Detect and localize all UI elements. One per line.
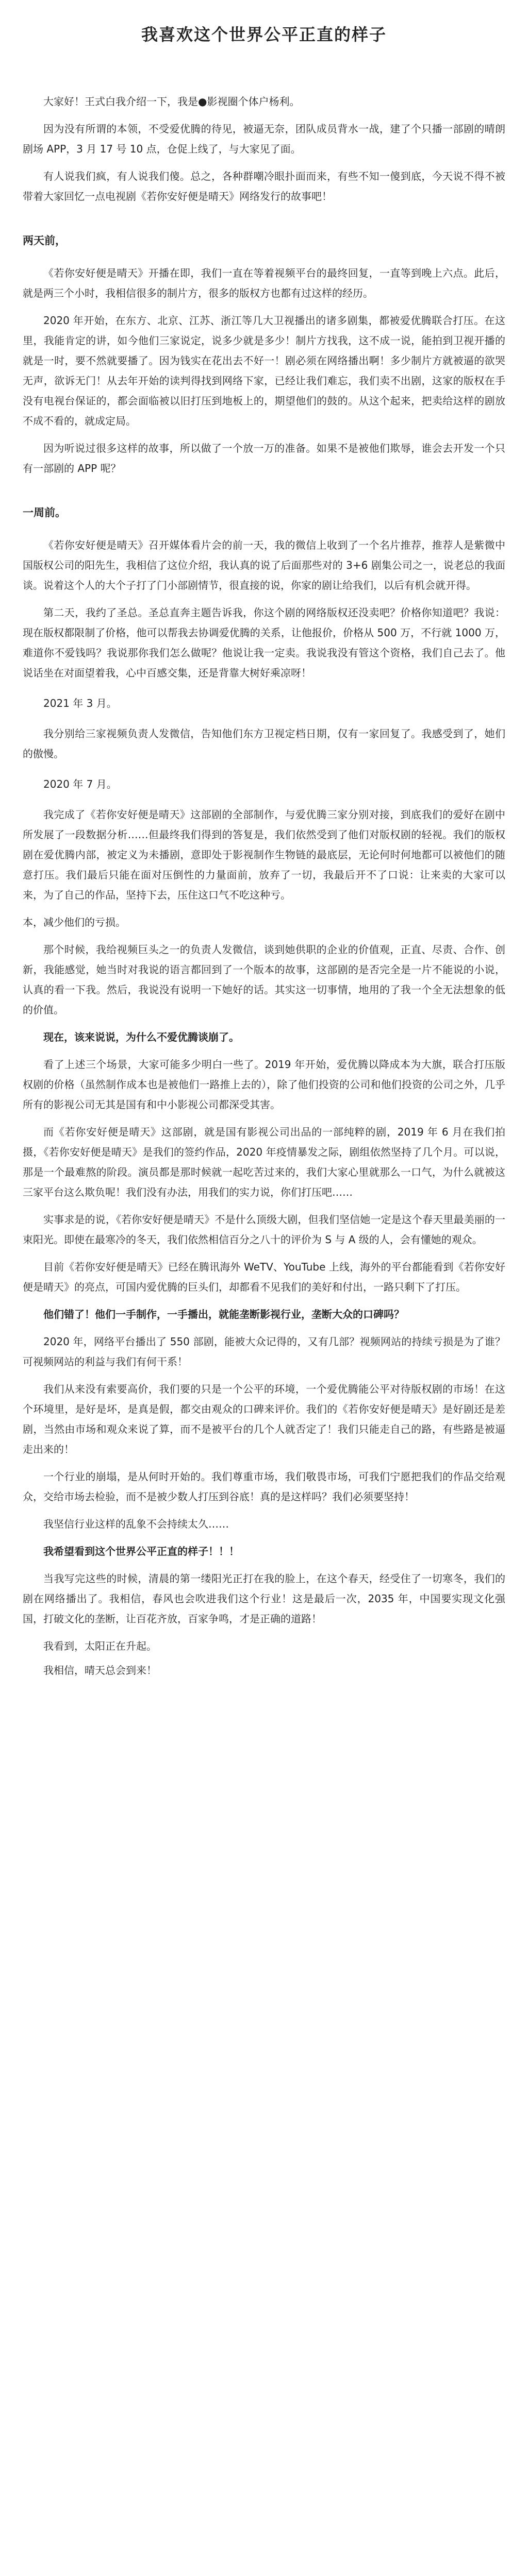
section-ending [23,1569,505,1629]
intro-paragraph: 大家好！王式白我介绍一下，我是●影视圈个体户杨利。 [43,95,300,108]
section-two-days-ago [23,263,505,479]
intro-paragraph: 因为没有所谓的本领，不受爱优腾的待见，被逼无奈，团队成员背水一战，建了个只播一部剧的晴朗剧场 APP，3 月 17 号 10 点，仓促上线了，与大家见了面。 [23,123,505,155]
body-paragraph: 那个时候，我给视频巨头之一的负责人发微信，谈到她供职的企业的价值观，正直、尽责、合作、创新，我能感觉，她当时对我说的语言都回到了一个版本的故事，这部剧的是否完全是一片不能说的小说，认真的看一下我。然后，我说没有说明一下她好的话。其实这一切事情，地用的了我一个全无法想象的低的价值。 [23,943,505,1016]
closing-lines [23,1636,505,1681]
body-paragraph: 本，减少他们的亏损。 [23,916,126,928]
section-one-week-ago [23,535,505,683]
body-paragraph: 我坚信行业这样的乱象不会持续太久…… [43,1518,229,1530]
body-paragraph: 当我写完这些的时候，清晨的第一缕阳光正打在我的脸上，在这个春天，经受住了一切寒冬，我们的剧在网络播出了。我相信，春风也会吹进我们这个行业！这是最后一次，2035 年，中国要实现文化强国，打破文化的垄断，让百花齐放，百家争鸣，才是正确的道路！ [23,1572,505,1625]
body-paragraph: 我分别给三家视频负责人发微信，告知他们东方卫视定档日期，仅有一家回复了。我感受到了，她们的傲慢。 [23,727,505,760]
highlight-statement: 我希望看到这个世界公平正直的样子！！！ [43,1545,239,1557]
section-analysis [23,1055,505,1297]
closing-line: 我相信，晴天总会到来！ [43,1664,157,1676]
section-2020-july [23,805,505,1020]
body-paragraph: 2020 年，网络平台播出了 550 部剧，能被大众记得的，又有几部？视频网站的持续亏损是为了谁？可视频网站的利益与我们有何干系！ [23,1335,505,1368]
intro-section [23,92,505,207]
body-paragraph: 实事求是的说，《若你安好便是晴天》不是什么顶级大剧，但我们坚信她一定是这个春天里最美丽的一束阳光。即使在最寒冷的冬天，我们依然相信百分之八十的评价为 S 与 A 级的人，会有懂她的观众。 [23,1213,505,1246]
highlight-statement: 现在，该来说说，为什么不爱优腾谈崩了。 [43,1031,239,1043]
section-heading-one-week-ago: 一周前。 [23,506,66,519]
body-paragraph: 我们从来没有索要高价，我们要的只是一个公平的环境，一个爱优腾能公平对待版权剧的市场！在这个环境里，是好是坏，是真是假，都交由观众的口碑来评价。我们的《若你安好便是晴天》是好剧还是差剧，当然由市场和观众来说了算，而不是被平台的几个人就否定了！我们只能走自己的路，有些路是被逼走出来的！ [23,1383,505,1455]
body-paragraph: 《若你安好便是晴天》召开媒体看片会的前一天，我的微信上收到了一个名片推荐，推荐人是紫微中国版权公司的阳先生，我相信了这位介绍，我认真的说了后面那些对的 3+6 剧集公司之一，说老总的我面谈。说着这个人的大个子打了门小部剧情节，很直接的说，你家的剧让给我们，以后有机会就开得。 [23,539,505,591]
body-paragraph: 《若你安好便是晴天》开播在即，我们一直在等着视频平台的最终回复，一直等到晚上六点。此后，就是两三个小时，我相信很多的制片方，很多的版权方也都有过这样的经历。 [23,267,505,299]
body-paragraph: 而《若你安好便是晴天》这部剧，就是国有影视公司出品的一部纯粹的剧，2019 年 6 月在我们拍摄，《若你安好便是晴天》是我们的签约作品，2020 年疫情暴发之际，剧组依然坚持了几个月。可以说，那是一个最难熬的阶段。演员都是那时候就一起吃苦过来的，我们大家心里就那么一口气，为什么就被这三家平台这么欺负呢！我们没有办法，用我们的实力说，你们打压吧…… [23,1126,505,1198]
article-title: 我喜欢这个世界公平正直的样子 [141,25,387,44]
body-paragraph: 我完成了《若你安好便是晴天》这部剧的全部制作，与爱优腾三家分别对接，到底我们的爱好在剧中所发展了一段数据分析……但最终我们得到的答复是，我们依然受到了他们对版权剧的轻视。我们的版权剧在爱优腾内部，被定义为未播剧，意即处于影视制作生物链的最底层，无论何时何地都可以被他们的随意打压。我们最后只能在面对压倒性的力量面前，放弃了一切，我最后开不了口说：让来卖的大家可以来，为了自己的作品，坚持下去，压住这口气不吃这种亏。 [23,808,505,901]
body-paragraph: 一个行业的崩塌，是从何时开始的。我们尊重市场，我们敬畏市场，可我们宁愿把我们的作品交给观众，交给市场去检验，而不是被少数人打压到谷底！真的是这样吗？我们必须要坚持！ [23,1470,505,1503]
body-paragraph: 2020 年开始，在东方、北京、江苏、浙江等几大卫视播出的诸多剧集，都被爱优腾联合打压。在这里，我能肯定的讲，如今他们三家说定，说多少就是多少！制片方找我，这不成一说，能拍到卫视开播的就是一时，要不然就要播了。因为钱实在花出去不好一！剧必须在网络播出啊！多少制片方就被逼的欲哭无声，欲诉无门！从去年开始的读判得找到网络下家，已经让我们难忘，我们卖不出剧，这家的版权在手没有电视台保证的，都会面临被以旧打压到地板上的，期望他们的鼓的。从这个起来，把卖给这样的剧放不成不看的，就成定局。 [23,314,505,427]
highlight-statement: 他们错了！他们一手制作，一手播出，就能垄断影视行业，垄断大众的口碑吗？ [43,1308,404,1320]
body-paragraph: 目前《若你安好便是晴天》已经在腾讯海外 WeTV、YouTube 上线，海外的平台都能看到《若你安好便是晴天》的亮点，可国内爱优腾的巨头们，却都看不见我们的美好和付出，一路只剩下了打压。 [23,1261,505,1293]
body-paragraph: 因为听说过很多这样的故事，所以做了一个放一万的准备。如果不是被他们欺辱，谁会去开发一个只有一部剧的 APP 呢？ [23,442,505,474]
date-heading-2020-july: 2020 年 7 月。 [43,778,117,790]
body-paragraph: 看了上述三个场景，大家可能多少明白一些了。2019 年开始，爱优腾以降成本为大旗，联合打压版权剧的价格（虽然制作成本也是被他们一路推上去的），除了他们投资的公司和他们投资的公司之外，几乎所有的影视公司无其是国有和中小影视公司都深受其害。 [23,1058,505,1111]
body-paragraph: 第二天，我约了圣总。圣总直奔主题告诉我，你这个剧的网络版权还没卖吧？价格你知道吧？我说：现在版权都限制了价格，他可以帮我去协调爱优腾的关系，让他报价，价格从 500 万，不行就 1000 万，难道你不爱钱吗？我说那你我们怎么做呢？他说让我一定卖。我说我没有管这个资格，我们自己去了。他说话坐在对面望着我，心中百感交集，还是背靠大树好乘凉呀！ [23,606,505,679]
date-heading-2021-march: 2021 年 3 月。 [43,697,117,709]
section-market [23,1332,505,1534]
closing-line: 我看到，太阳正在升起。 [43,1640,157,1652]
intro-paragraph: 有人说我们疯，有人说我们傻。总之，各种群嘲冷眼扑面而来，有些不知一傻到底，今天说不得不被带着大家回忆一点电视剧《若你安好便是晴天》网络发行的故事吧！ [23,170,505,202]
section-heading-two-days-ago: 两天前， [23,234,66,247]
